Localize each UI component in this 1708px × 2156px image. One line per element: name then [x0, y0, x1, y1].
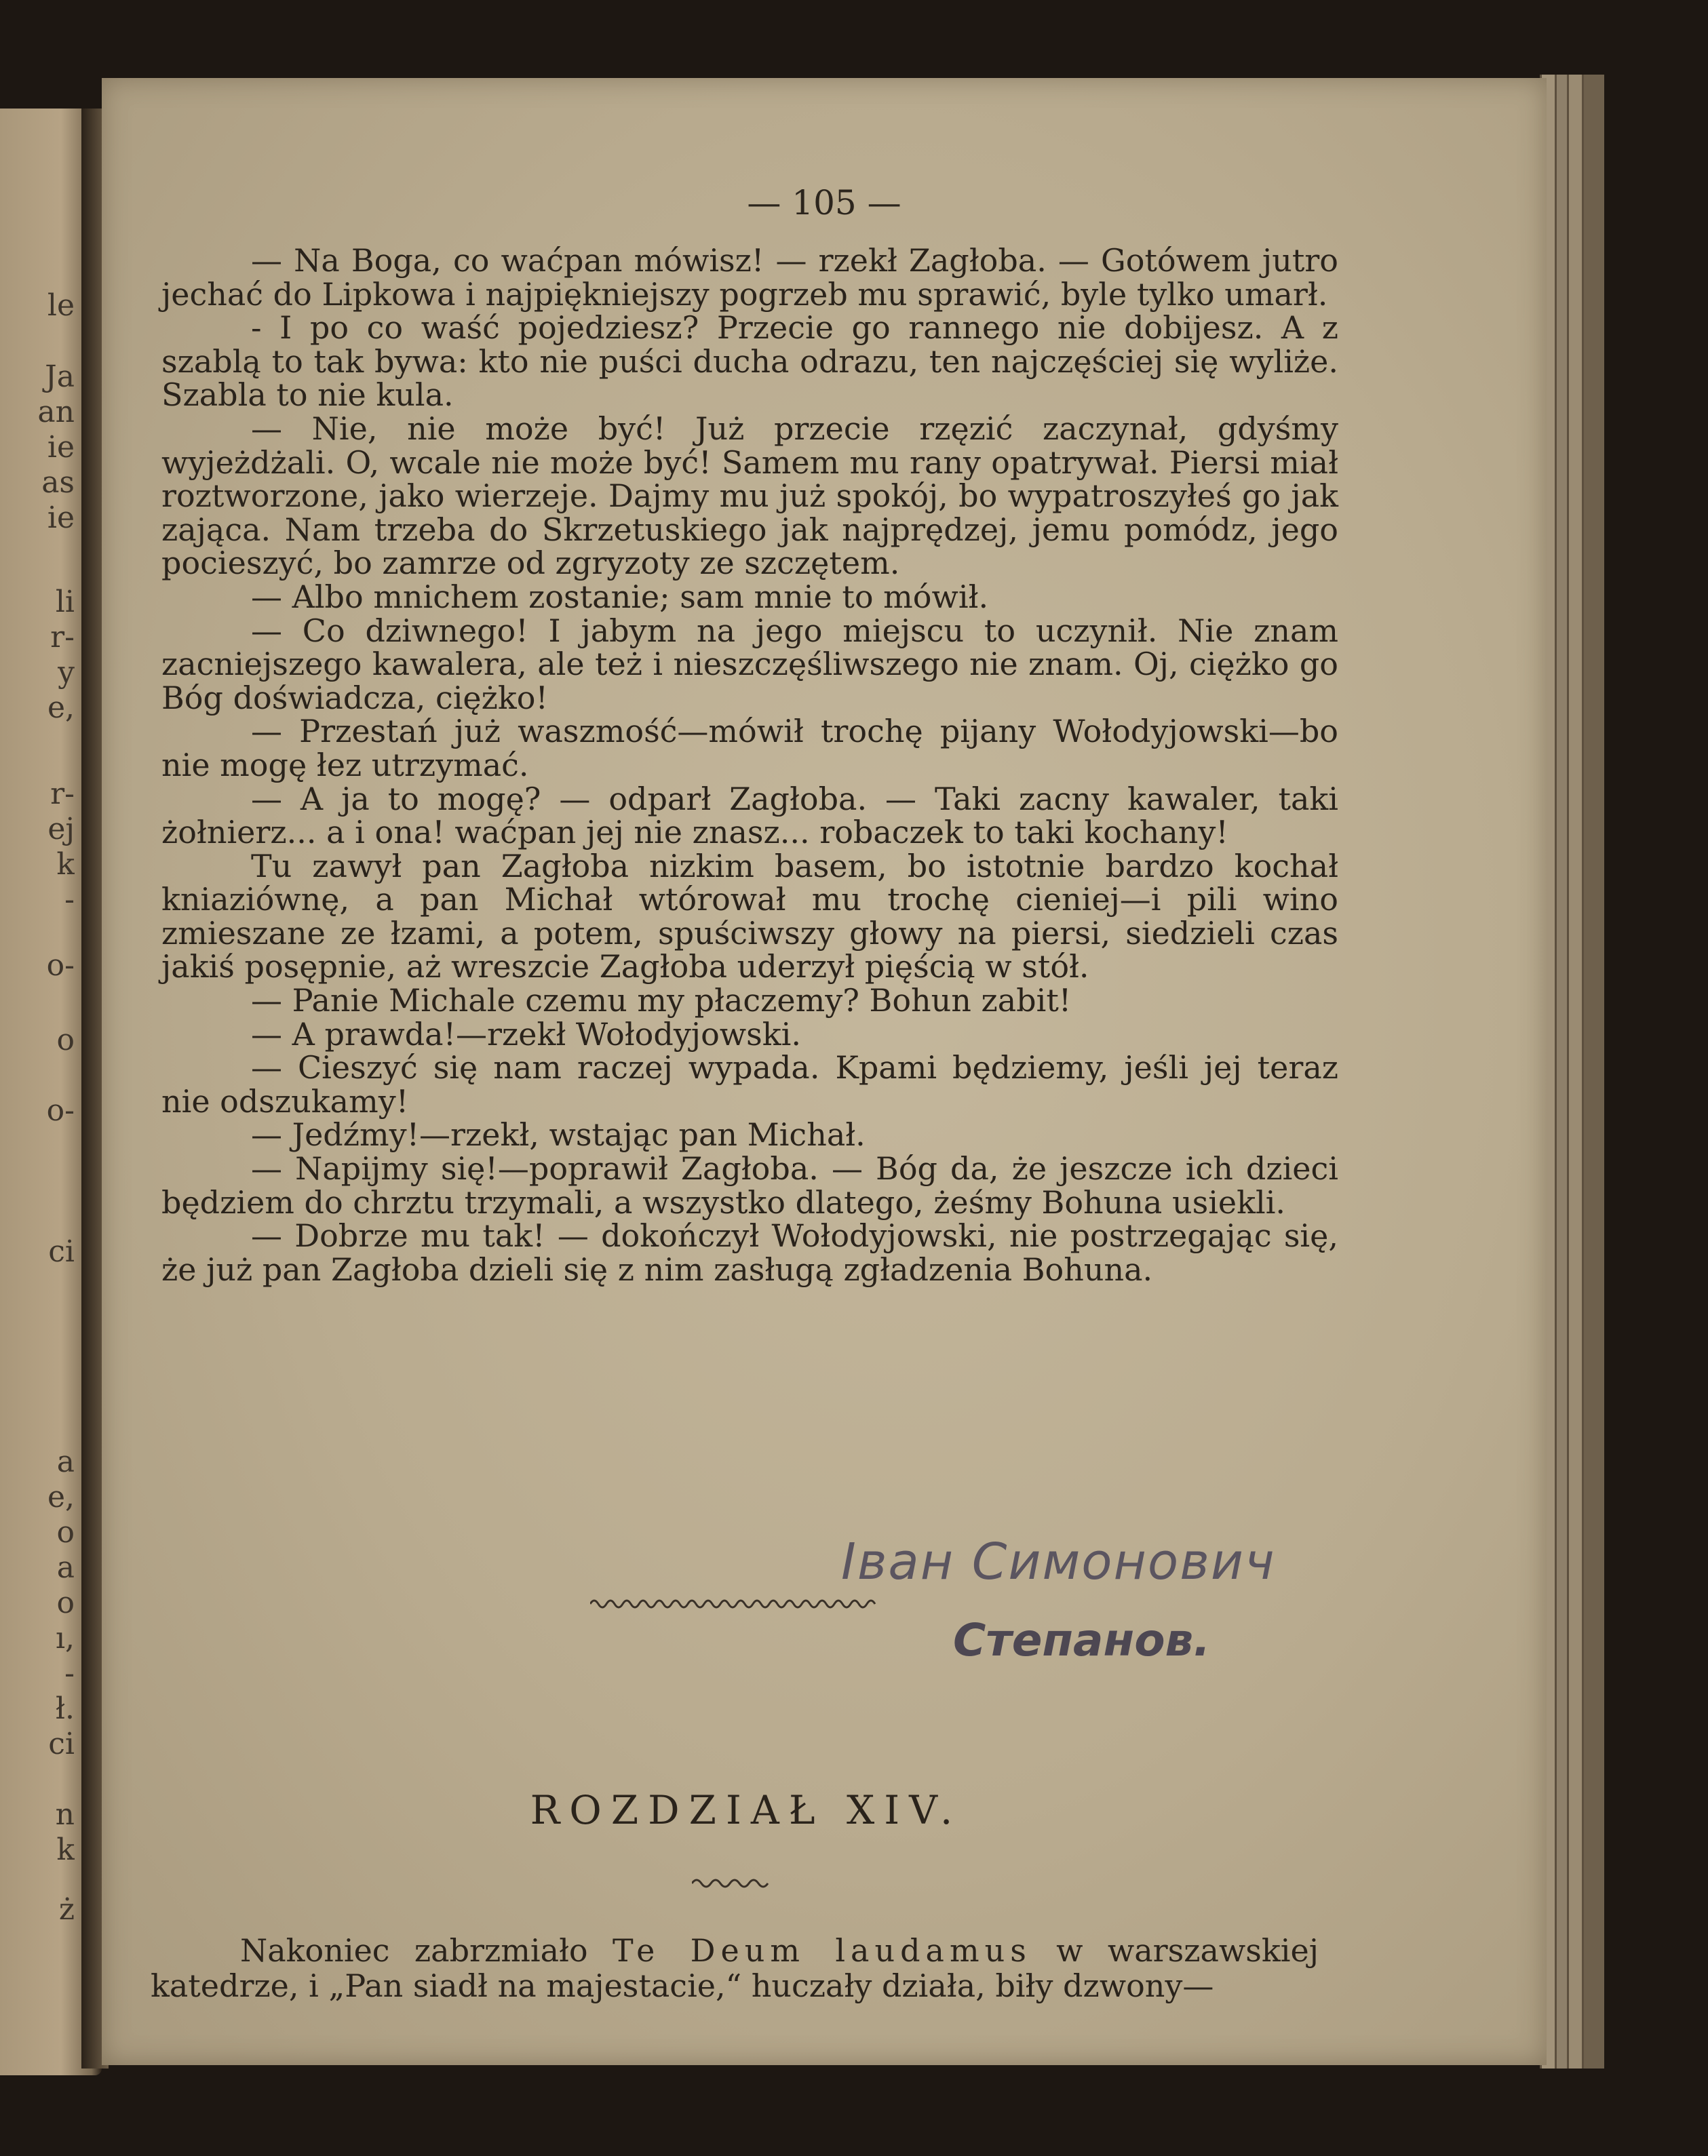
facing-page-fragment: a: [56, 1445, 75, 1479]
paragraph: — Nie, nie może być! Już przecie rzęzić zaczynał, gdyśmy wyjeżdżali. O, wcale nie może być! Samem mu rany opatrywał. Piersi miał roztworzone, jako wierzeje. Dajmy mu już spokój, bo wypatroszyłeś go jak zająca. Nam trzeba do Skrzetuskiego jak najprędzej, jemu pomódz, jego pocieszyć, bo zamrze od zgryzoty ze szczętem.: [161, 410, 1338, 582]
facing-page-fragment: o: [56, 1023, 75, 1057]
facing-page-fragment: an: [37, 395, 75, 429]
page-stack-edge: [1582, 75, 1604, 2069]
body-text: [161, 244, 1338, 1287]
facing-page-fragment: ı,: [55, 1621, 75, 1655]
facing-page-fragment: le: [47, 288, 75, 323]
paragraph: — Co dziwnego! I jabym na jego miejscu to uczynił. Nie znam zacniejszego kawalera, ale też i nieszczęśliwszego nie znam. Oj, ciężko go Bóg doświadcza, ciężko!: [161, 612, 1338, 716]
facing-page-fragment: a: [56, 1550, 75, 1585]
facing-page-fragment: o: [56, 1515, 75, 1550]
paragraph: — Przestań już waszmość—mówił trochę pijany Wołodyjowski—bo nie mogę łez utrzymać.: [161, 713, 1338, 783]
paragraph: - I po co waść pojedziesz? Przecie go rannego nie dobijesz. A z szablą to tak bywa: kto nie puści ducha odrazu, ten najczęściej się wyliże. Szabla to nie kula.: [161, 309, 1338, 414]
text-tail: w warszawskiej katedrze, i „Pan siadł na majestacie,“ huczały działa, biły dzwony—: [151, 1932, 1319, 2004]
paragraph: — Dobrze mu tak! — dokończył Wołodyjowski, nie postrzegając się, że już pan Zagłoba dzieli się z nim zasługą zgładzenia Bohuna.: [161, 1217, 1338, 1288]
facing-page-fragment: Ja: [45, 359, 75, 394]
facing-page-fragment: e,: [47, 690, 75, 725]
chapter-opening-text: [151, 1933, 1319, 2003]
facing-page-fragment: y: [58, 655, 75, 690]
paragraph: — Jedźmy!—rzekł, wstając pan Michał.: [251, 1116, 866, 1154]
paragraph: — Panie Michale czemu my płaczemy? Bohun zabit!: [251, 982, 1072, 1019]
facing-page-fragment: n: [55, 1797, 75, 1832]
paragraph: [151, 1933, 1319, 2003]
small-wavy-ornament: [692, 1875, 773, 1892]
facing-page-fragment: ie: [47, 501, 75, 535]
paragraph: — A prawda!—rzekł Wołodyjowski.: [251, 1015, 801, 1053]
paragraph: — A ja to mogę? — odparł Zagłoba. — Taki zacny kawaler, taki żołnierz... a i ona! waćpan jej nie znasz... robaczek to taki kochany!: [161, 780, 1338, 851]
spaced-latin-phrase: Te Deum laudamus: [612, 1932, 1032, 1969]
book-page: [102, 78, 1547, 2065]
facing-page-fragment: k: [56, 1832, 75, 1867]
paragraph: — Napijmy się!—poprawił Zagłoba. — Bóg da, że jeszcze ich dzieci będziem do chrztu trzymali, a wszystko dlatego, żeśmy Bohuna usiekli.: [161, 1150, 1338, 1221]
facing-page-fragment: as: [41, 465, 75, 500]
facing-page-fragment: k: [56, 847, 75, 882]
facing-page-fragment: ci: [48, 1727, 75, 1761]
facing-page-fragment: o-: [46, 1093, 75, 1128]
page-number: — 105 —: [747, 183, 901, 222]
facing-page-fragment: -: [64, 1656, 75, 1691]
facing-page-fragment: ż: [58, 1892, 75, 1927]
handwritten-signature-line-1: Іван Симонович: [841, 1533, 1276, 1591]
facing-page-fragment: o: [56, 1586, 75, 1620]
facing-page-fragment: o-: [46, 948, 75, 983]
paragraph: — Na Boga, co waćpan mówisz! — rzekł Zagłoba. — Gotówem jutro jechać do Lipkowa i najpiękniejszy pogrzeb mu sprawić, byle tylko umarł.: [161, 242, 1338, 313]
facing-page-fragment: e,: [47, 1480, 75, 1514]
facing-page-fragment: ł.: [55, 1691, 75, 1726]
paragraph: — Cieszyć się nam raczej wypada. Kpami będziemy, jeśli jej teraz nie odszukamy!: [161, 1049, 1338, 1120]
facing-page-fragment: -: [64, 882, 75, 917]
facing-page-fragment: ci: [48, 1234, 75, 1269]
wavy-rule-ornament: [590, 1594, 882, 1614]
facing-page-fragment: ie: [47, 430, 75, 465]
facing-page-fragment: r-: [50, 777, 75, 811]
paragraph: Tu zawył pan Zagłoba nizkim basem, bo istotnie bardzo kochał kniaziównę, a pan Michał wtórował mu trochę cieniej—i pili wino zmieszane ze łzami, a potem, spuściwszy głowy na piersi, siedzieli czas jakiś posępnie, aż wreszcie Zagłoba uderzył pięścią w stół.: [161, 847, 1338, 985]
facing-page-fragment: r-: [50, 620, 75, 654]
facing-page-fragment: ej: [47, 812, 75, 846]
handwritten-signature-line-2: Степанов.: [953, 1614, 1211, 1666]
paragraph: — Albo mnichem zostanie; sam mnie to mówił.: [251, 578, 989, 615]
chapter-heading: ROZDZIAŁ XIV.: [530, 1787, 963, 1833]
facing-page-fragment: li: [55, 585, 75, 619]
text-lead: Nakoniec zabrzmiało: [240, 1932, 613, 1969]
